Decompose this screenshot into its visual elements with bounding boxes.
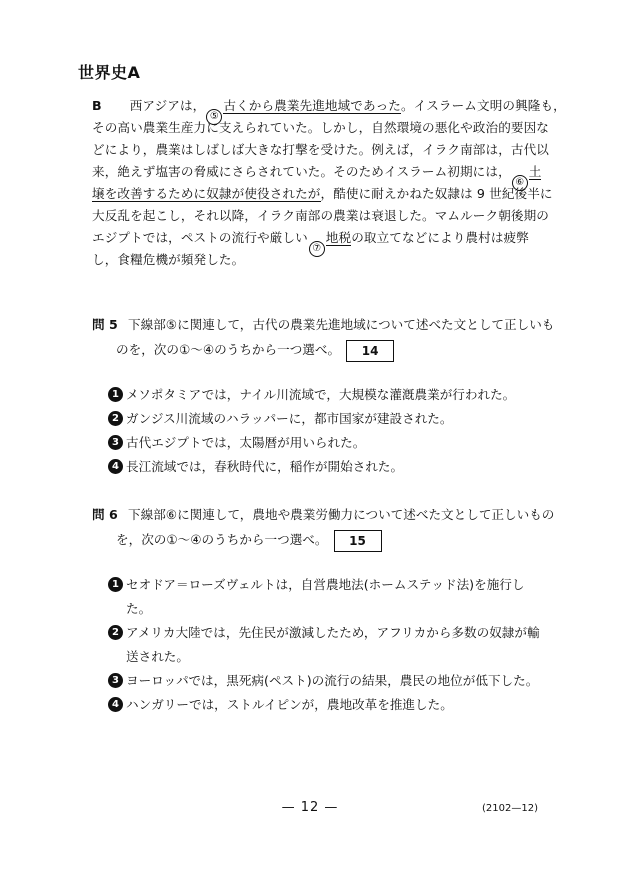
- choice-number-1: 1: [108, 577, 123, 592]
- choice-number-3: 3: [108, 435, 123, 450]
- choice-item[interactable]: [92, 573, 552, 621]
- underlined-phrase-6-cont: 壌を改善するために奴隷が使役されたが: [92, 186, 321, 201]
- choice-number-3: 3: [108, 673, 123, 688]
- question-stem-cont: [92, 337, 552, 363]
- question-stem: [92, 313, 555, 337]
- passage-b: [92, 95, 566, 271]
- passage-line: その高い農業生産力に支えられていた。しかし，自然環境の悪化や政治的要因な: [92, 120, 549, 135]
- passage-text: 来，絶えず塩害の脅威にさらされていた。そのためイスラーム初期には，: [92, 164, 511, 179]
- exam-code: (2102—12): [482, 803, 538, 814]
- passage-line: [92, 227, 550, 254]
- passage-line: 大反乱を起こし，それ以降，イラク南部の農業は衰退した。マムルーク朝後期の: [92, 208, 549, 223]
- passage-text: の取立てなどにより農村は疲弊: [351, 230, 529, 245]
- choice-item[interactable]: [92, 455, 552, 479]
- question-stem: [92, 503, 555, 527]
- answer-box[interactable]: 14: [346, 340, 394, 362]
- underline-marker-5: ⑤: [206, 109, 222, 125]
- choice-text-cont: 送された。: [126, 649, 189, 664]
- underline-marker-6: ⑥: [512, 175, 528, 191]
- choice-number-2: 2: [108, 625, 123, 640]
- passage-line: [92, 95, 566, 122]
- choice-text: 古代エジプトでは，太陽暦が用いられた。: [126, 435, 366, 450]
- passage-text: 西アジアは，: [129, 98, 206, 113]
- choice-number-4: 4: [108, 459, 123, 474]
- question-stem-cont: [92, 527, 552, 553]
- page-number: — 12 —: [281, 800, 339, 815]
- choice-text: ガンジス川流域のハラッパーに，都市国家が建設された。: [126, 411, 453, 426]
- choice-item[interactable]: [92, 669, 552, 693]
- question-text: のを，次の①～④のうちから一つ選べ。: [116, 342, 341, 357]
- choice-number-2: 2: [108, 411, 123, 426]
- question-text: 下線部⑥に関連して，農地や農業労働力について述べた文として正しいもの: [128, 507, 555, 522]
- passage-line: [92, 183, 553, 205]
- passage-text: エジプトでは，ペストの流行や厳しい: [92, 230, 308, 245]
- passage-label: B: [92, 98, 102, 113]
- question-5: [92, 313, 555, 479]
- question-6: [92, 503, 555, 717]
- question-number: 問 5: [92, 317, 118, 332]
- passage-line: どにより，農業はしばしば大きな打撃を受けた。例えば，イラク南部は，古代以: [92, 142, 549, 157]
- underlined-phrase-5: 古くから農業先進地域であった: [223, 98, 401, 113]
- choice-item[interactable]: [92, 693, 552, 717]
- passage-line: し，食糧危機が頻発した。: [92, 252, 245, 267]
- choice-text: 長江流域では，春秋時代に，稲作が開始された。: [126, 459, 404, 474]
- choice-number-4: 4: [108, 697, 123, 712]
- choice-item[interactable]: [92, 621, 552, 669]
- underlined-phrase-6: 土: [528, 164, 542, 179]
- choice-text-cont: た。: [126, 601, 152, 616]
- choice-text: アメリカ大陸では，先住民が激減したため，アフリカから多数の奴隷が輸: [126, 625, 540, 640]
- passage-line: [92, 161, 550, 188]
- choice-item[interactable]: [92, 383, 552, 407]
- choice-text: メソポタミアでは，ナイル川流域で，大規模な灌漑農業が行われた。: [126, 387, 516, 402]
- choice-number-1: 1: [108, 387, 123, 402]
- answer-box[interactable]: 15: [334, 530, 382, 552]
- underlined-phrase-7: 地税: [325, 230, 352, 245]
- question-text: を，次の①～④のうちから一つ選べ。: [116, 532, 328, 547]
- passage-text: ，酷使に耐えかねた奴隷は 9 世紀後半に: [320, 186, 553, 201]
- choice-item[interactable]: [92, 431, 552, 455]
- passage-text: 。イスラーム文明の興隆も，: [400, 98, 566, 113]
- page-title: 世界史A: [78, 63, 141, 82]
- question-number: 問 6: [92, 507, 118, 522]
- choice-text: ヨーロッパでは，黒死病(ペスト)の流行の結果，農民の地位が低下した。: [126, 673, 539, 688]
- underline-marker-7: ⑦: [309, 241, 325, 257]
- choice-text: セオドア＝ローズヴェルトは，自営農地法(ホームステッド法)を施行し: [126, 577, 525, 592]
- question-text: 下線部⑤に関連して，古代の農業先進地域について述べた文として正しいも: [128, 317, 555, 332]
- choice-text: ハンガリーでは，ストルイピンが，農地改革を推進した。: [126, 697, 453, 712]
- choice-item[interactable]: [92, 407, 552, 431]
